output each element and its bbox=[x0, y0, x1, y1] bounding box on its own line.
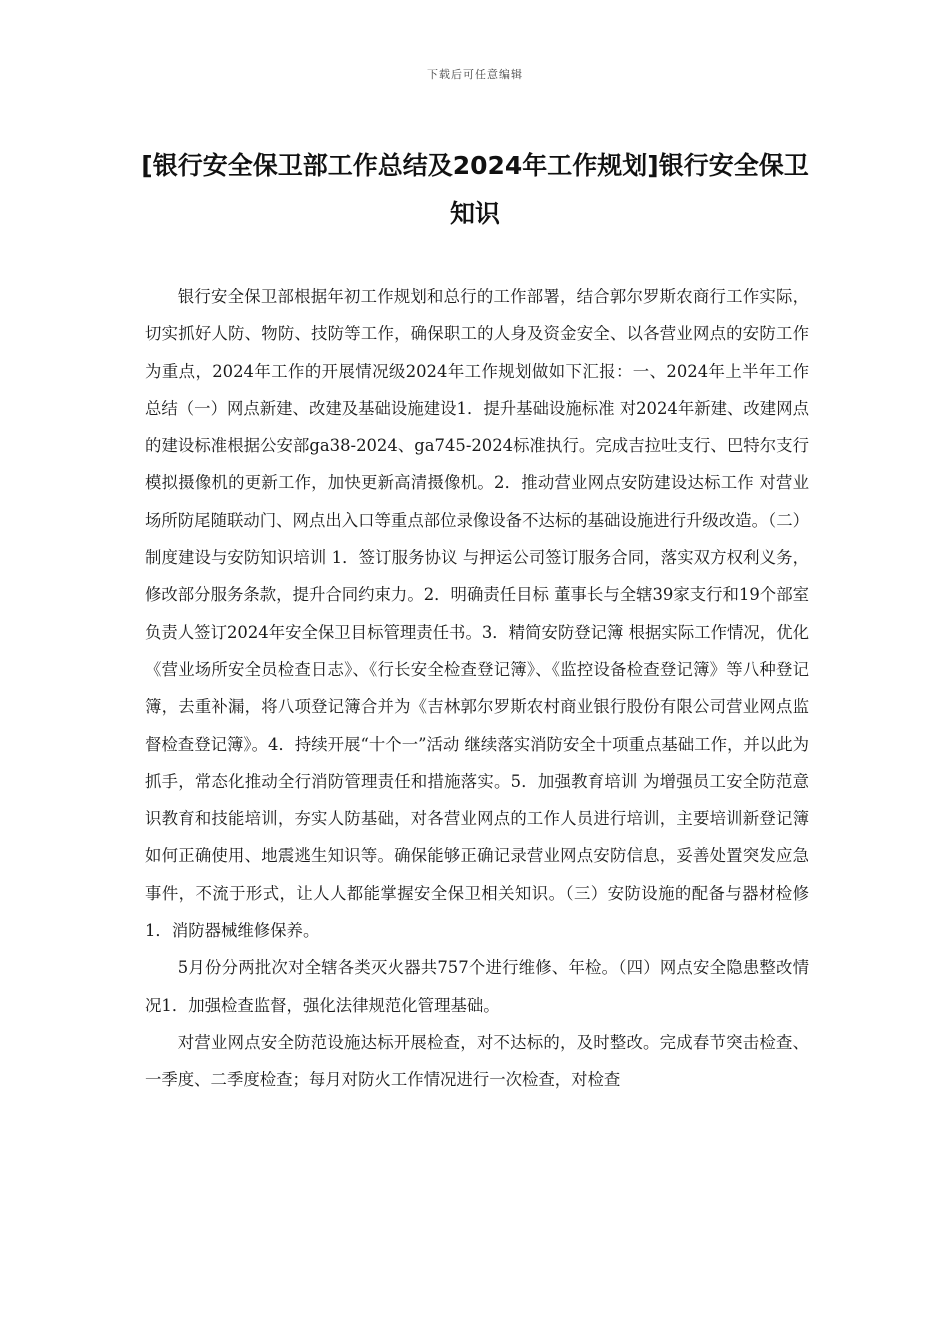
body-paragraph-1: 银行安全保卫部根据年初工作规划和总行的工作部署，结合郭尔罗斯农商行工作实际，切实抓好人防、物防、技防等工作，确保职工的人身及资金安全、以各营业网点的安防工作为重点，2024年工作的开展情况级2024年工作规划做如下汇报：一、2024年上半年工作总结（一）网点新建、改建及基础设施建设1．提升基础设施标准 对2024年新建、改建网点的建设标准根据公安部ga38-2024、ga745-2024标准执行。完成吉拉吐支行、巴特尔支行模拟摄像机的更新工作，加快更新高清摄像机。2．推动营业网点安防建设达标工作 对营业场所防尾随联动门、网点出入口等重点部位录像设备不达标的基础设施进行升级改造。（二）制度建设与安防知识培训 1．签订服务协议 与押运公司签订服务合同，落实双方权利义务，修改部分服务条款，提升合同约束力。2．明确责任目标 董事长与全辖39家支行和19个部室负责人签订2024年安全保卫目标管理责任书。3．精简安防登记簿 根据实际工作情况，优化《营业场所安全员检查日志》、《行长安全检查登记簿》、《监控设备检查登记簿》等八种登记簿，去重补漏，将八项登记簿合并为《吉林郭尔罗斯农村商业银行股份有限公司营业网点监督检查登记簿》。4．持续开展“十个一”活动 继续落实消防安全十项重点基础工作，并以此为抓手，常态化推动全行消防管理责任和措施落实。5．加强教育培训 为增强员工安全防范意识教育和技能培训，夯实人防基础，对各营业网点的工作人员进行培训，主要培训新登记簿如何正确使用、地震逃生知识等。确保能够正确记录营业网点安防信息，妥善处置突发应急事件，不流于形式，让人人都能掌握安全保卫相关知识。（三）安防设施的配备与器材检修1．消防器械维修保养。 bbox=[145, 287, 809, 941]
document-body bbox=[145, 278, 809, 1099]
body-paragraph-2: 5月份分两批次对全辖各类灭火器共757个进行维修、年检。（四）网点安全隐患整改情况1．加强检查监督，强化法律规范化管理基础。 bbox=[145, 958, 809, 1015]
document-title: [银行安全保卫部工作总结及2024年工作规划]银行安全保卫知识 bbox=[141, 151, 809, 228]
header-note: 下载后可任意编辑 bbox=[427, 68, 523, 81]
body-paragraph-3: 对营业网点安全防范设施达标开展检查，对不达标的，及时整改。完成春节突击检查、一季度、二季度检查；每月对防火工作情况进行一次检查，对检查 bbox=[145, 1032, 809, 1090]
